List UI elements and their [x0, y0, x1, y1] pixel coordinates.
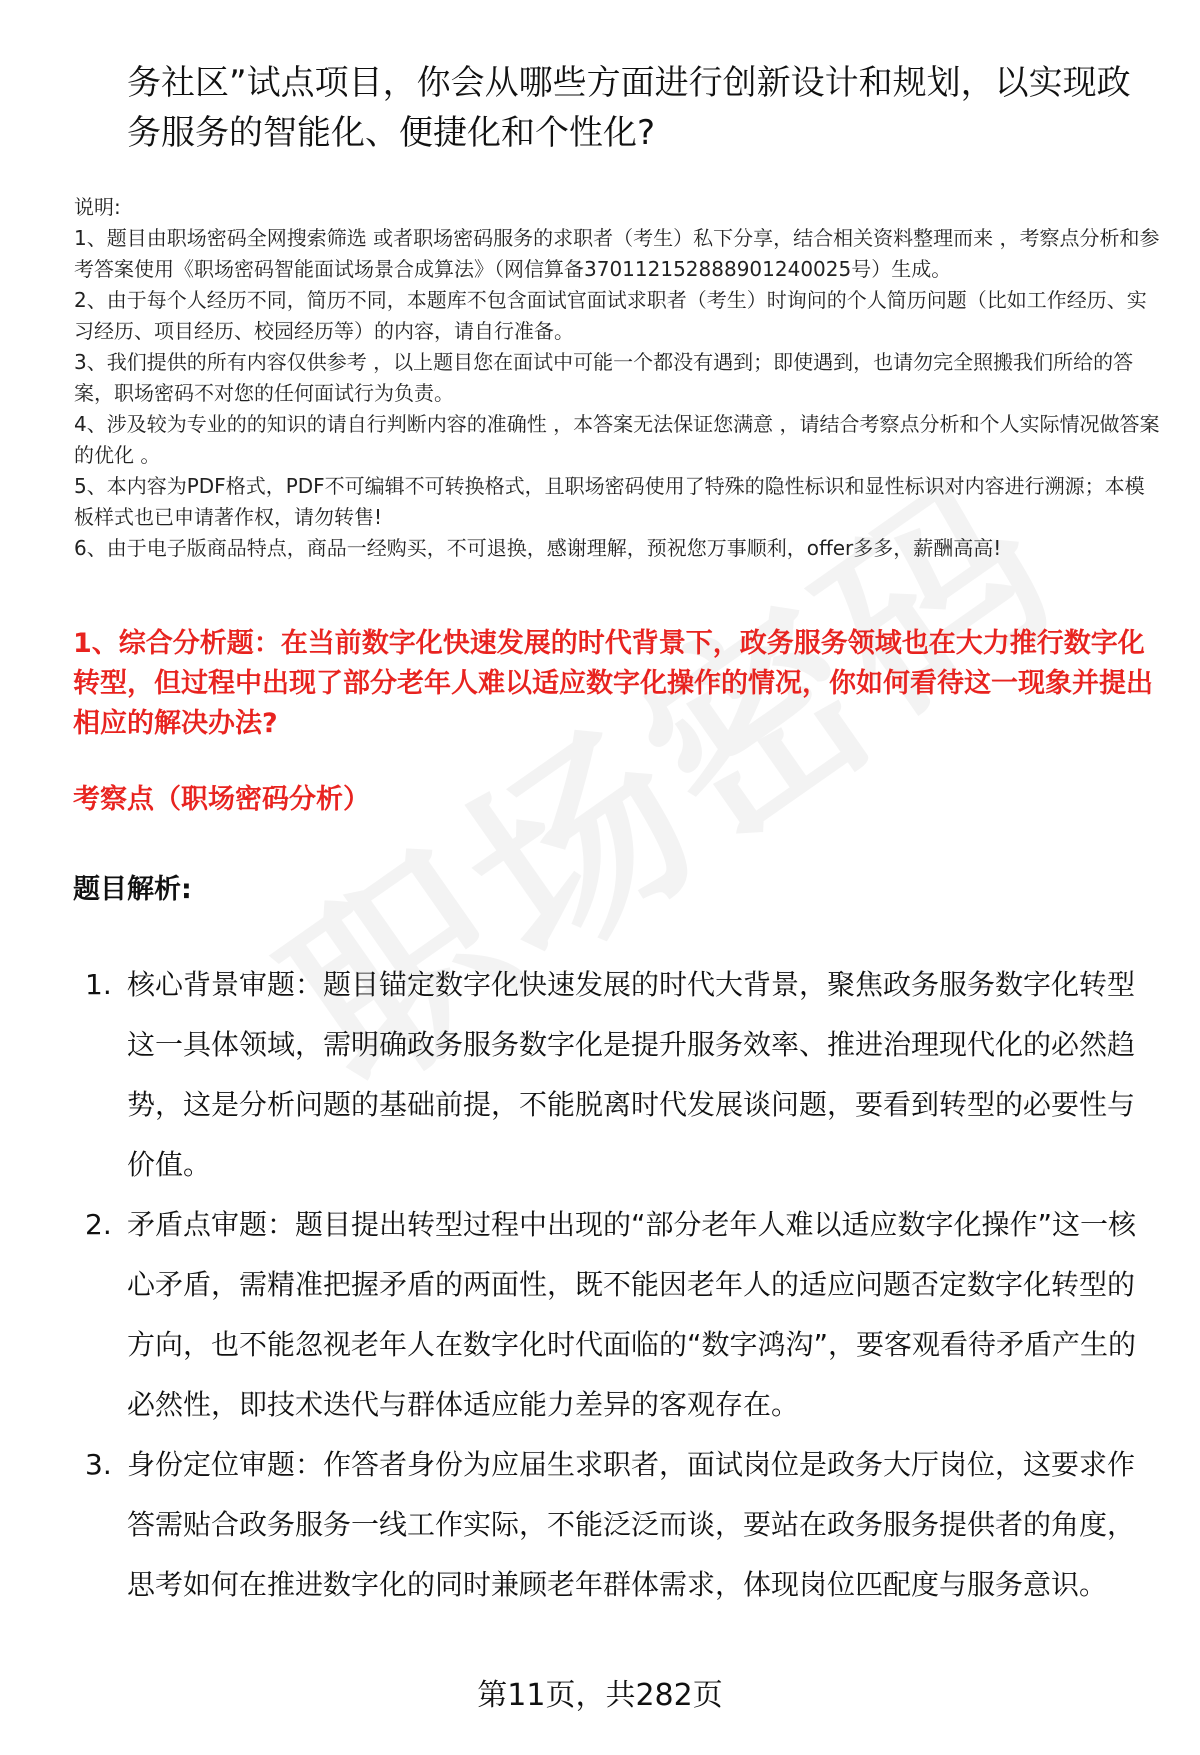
analysis-item — [0, 955, 1147, 1195]
note-item: 4、涉及较为专业的的知识的请自行判断内容的准确性 ，本答案无法保证您满意 ，请结合考察点分析和个人实际情况做答案的优化 。 — [74, 412, 1160, 467]
kaocha-heading: 考察点（职场密码分析） — [73, 784, 370, 815]
note-item: 3、我们提供的所有内容仅供参考 ，以上题目您在面试中可能一个都没有遇到；即使遇到，也请勿完全照搬我们所给的答案，职场密码不对您的任何面试行为负责。 — [74, 350, 1134, 405]
page-footer: 第11页，共282页 — [477, 1678, 723, 1713]
analysis-item-number: 2. — [85, 1208, 112, 1241]
note-item: 5、本内容为PDF格式，PDF不可编辑不可转换格式，且职场密码使用了特殊的隐性标识和显性标识对内容进行溯源；本模板样式也已申请著作权，请勿转售! — [74, 474, 1145, 529]
analysis-item-text: 矛盾点审题：题目提出转型过程中出现的“部分老年人难以适应数字化操作”这一核心矛盾，需精准把握矛盾的两面性，既不能因老年人的适应问题否定数字化转型的方向，也不能忽视老年人在数字化时代面临的“数字鸿沟”，要客观看待矛盾产生的必然性，即技术迭代与群体适应能力差异的客观存在。 — [127, 1208, 1137, 1421]
analysis-item-text: 身份定位审题：作答者身份为应届生求职者，面试岗位是政务大厅岗位，这要求作答需贴合政务服务一线工作实际，不能泛泛而谈，要站在政务服务提供者的角度，思考如何在推进数字化的同时兼顾老年群体需求，体现岗位匹配度与服务意识。 — [127, 1448, 1136, 1601]
note-item: 1、题目由职场密码全网搜索筛选 或者职场密码服务的求职者（考生）私下分享，结合相关资料整理而来 ，考察点分析和参考答案使用《职场密码智能面试场景合成算法》（网信算备370112152888901240025号）生成。 — [74, 226, 1160, 281]
analysis-list — [0, 955, 1200, 1615]
jiexi-heading: 题目解析: — [73, 874, 192, 905]
analysis-item-text: 核心背景审题：题目锚定数字化快速发展的时代大背景，聚焦政务服务数字化转型这一具体领域，需明确政务服务数字化是提升服务效率、推进治理现代化的必然趋势，这是分析问题的基础前提，不能脱离时代发展谈问题，要看到转型的必要性与价值。 — [127, 968, 1136, 1181]
analysis-item — [0, 1195, 1147, 1435]
analysis-item-number: 3. — [85, 1448, 112, 1481]
notes-section — [74, 192, 1160, 564]
question-1-title: 1、综合分析题：在当前数字化快速发展的时代背景下，政务服务领域也在大力推行数字化转型，但过程中出现了部分老年人难以适应数字化操作的情况，你如何看待这一现象并提出相应的解决办法? — [73, 628, 1153, 739]
note-item: 6、由于电子版商品特点，商品一经购买，不可退换，感谢理解，预祝您万事顺利，offer多多，薪酬高高! — [74, 536, 1002, 560]
notes-heading: 说明: — [74, 195, 121, 219]
intro-question-text: 务社区”试点项目，你会从哪些方面进行创新设计和规划，以实现政务服务的智能化、便捷化和个性化? — [127, 63, 1131, 153]
analysis-item — [0, 1435, 1147, 1615]
analysis-item-number: 1. — [85, 968, 112, 1001]
note-item: 2、由于每个人经历不同，简历不同，本题库不包含面试官面试求职者（考生）时询问的个人简历问题（比如工作经历、实习经历、项目经历、校园经历等）的内容，请自行准备。 — [74, 288, 1147, 343]
